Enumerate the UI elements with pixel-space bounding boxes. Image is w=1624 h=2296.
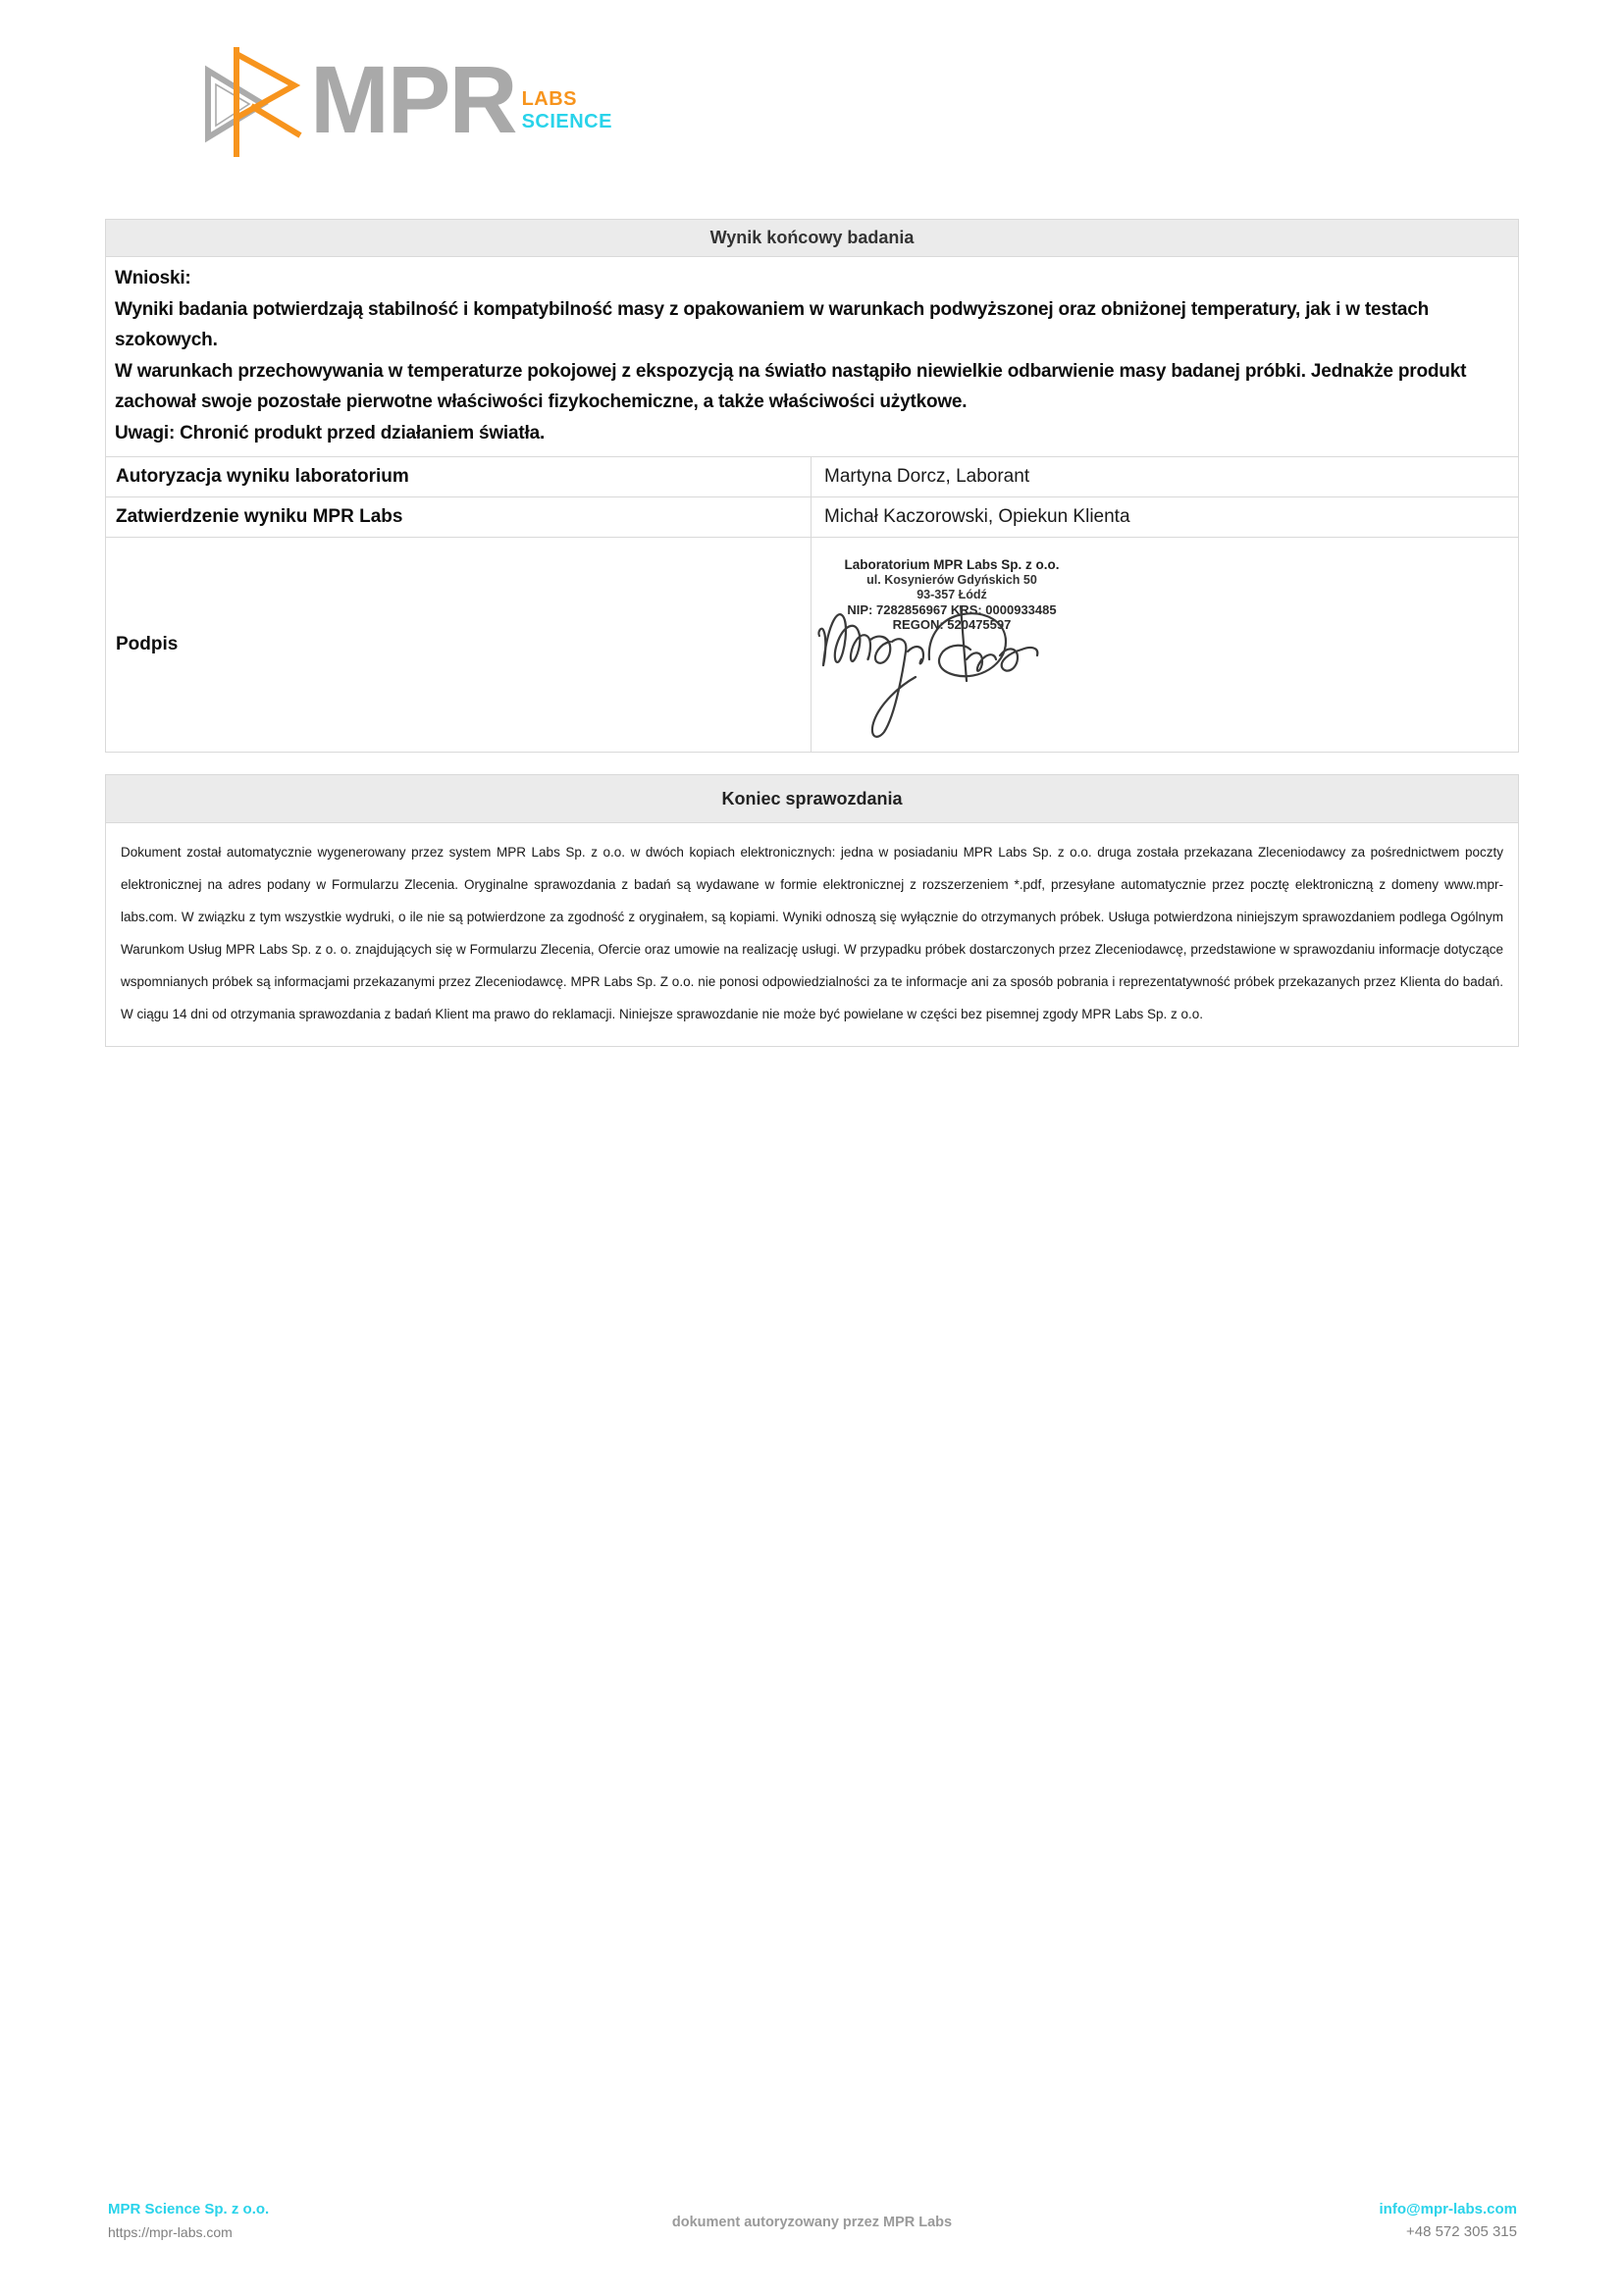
- conclusions-paragraph-2: W warunkach przechowywania w temperaturze pokojowej z ekspozycją na światło nastąpiło niewielkie odbarwienie masy badanej próbki. Jednakże produkt zachował swoje pozostałe pierwotne właściwości fizykochemiczne, a także właściwości użytkowe.: [115, 360, 1467, 412]
- stamp-street: ul. Kosynierów Gdyńskich 50: [866, 573, 1037, 587]
- conclusions-remark: Uwagi: Chronić produkt przed działaniem światła.: [115, 422, 546, 444]
- footer-right: [1380, 2201, 1517, 2240]
- handwritten-signature: [813, 597, 1059, 749]
- table-row: [106, 456, 1518, 496]
- footer-authorization-note: dokument autoryzowany przez MPR Labs: [671, 2215, 953, 2230]
- table-row: [106, 496, 1518, 537]
- footer-website-link[interactable]: https://mpr-labs.com: [108, 2224, 233, 2240]
- footer-email-link[interactable]: info@mpr-labs.com: [1379, 2201, 1517, 2218]
- end-of-report-header: Koniec sprawozdania: [106, 775, 1518, 823]
- stamp-nip-krs: NIP: 7282856967 KRS: 0000933485: [847, 602, 1057, 617]
- logo-labs-label: LABS: [521, 88, 578, 110]
- authorization-label: Autoryzacja wyniku laboratorium: [106, 457, 812, 496]
- approval-label: Zatwierdzenie wyniku MPR Labs: [106, 497, 812, 537]
- stamp-city: 93-357 Łódź: [917, 588, 987, 601]
- conclusions-paragraph-1: Wyniki badania potwierdzają stabilność i kompatybilność masy z opakowaniem w warunkach podwyższonej oraz obniżonej temperatury, jak i w testach szokowych.: [115, 298, 1430, 350]
- stamp-company-name: Laboratorium MPR Labs Sp. z o.o.: [844, 557, 1060, 572]
- stamp-regon: REGON: 520475597: [892, 617, 1012, 632]
- final-result-table: [105, 219, 1519, 753]
- logo-science-label: SCIENCE: [521, 111, 612, 132]
- company-logo: [194, 41, 612, 159]
- signature-label: Podpis: [106, 538, 812, 752]
- authorization-value: Martyna Dorcz, Laborant: [824, 466, 1030, 487]
- logo-wordmark: MPR: [310, 46, 516, 153]
- mpr-logo-icon: [194, 41, 310, 159]
- signature-row: [106, 537, 1518, 752]
- approval-value: Michał Kaczorowski, Opiekun Klienta: [824, 506, 1130, 527]
- signature-cell: [812, 538, 1518, 752]
- conclusions-label: Wnioski:: [115, 268, 191, 288]
- legal-fine-print: Dokument został automatycznie wygenerowany przez system MPR Labs Sp. z o.o. w dwóch kopiach elektronicznych: jedna w posiadaniu MPR Labs Sp. z o.o. druga została przekazana Zleceniodawcy za pośrednictwem poczty elektronicznej na adres podany w Formularzu Zlecenia. Oryginalne sprawozdania z badań są wydawane w formie elektronicznej z rozszerzeniem *.pdf, przesyłane automatycznie przez pocztę elektroniczną z domeny www.mpr-labs.com. W związku z tym wszystkie wydruki, o ile nie są potwierdzone za zgodność z oryginałem, są kopiami. Wyniki odnoszą się wyłącznie do otrzymanych próbek. Usługa potwierdzona niniejszym sprawozdaniem podlega Ogólnym Warunkom Usług MPR Labs Sp. z o. o. znajdujących się w Formularzu Zlecenia, Ofercie oraz umowie na realizację usługi. W przypadku próbek dostarczonych przez Zleceniodawcę, przedstawione w sprawozdaniu informacje dotyczące wspomnianych próbek są informacjami przekazanymi przez Zleceniodawcę. MPR Labs Sp. Z o.o. nie ponosi odpowiedzialności za te informacje ani za sposób pobrania i reprezentatywność próbek przekazanych przez Klienta do badań. W ciągu 14 dni od otrzymania sprawozdania z badań Klient ma prawo do reklamacji. Niniejsze sprawozdanie nie może być powielane w części bez pisemnej zgody MPR Labs Sp. z o.o.: [121, 845, 1503, 1021]
- footer-company-name: MPR Science Sp. z o.o.: [108, 2201, 270, 2218]
- final-result-header: Wynik końcowy badania: [106, 220, 1518, 257]
- footer-phone: +48 572 305 315: [1405, 2223, 1517, 2240]
- conclusions-block: [106, 257, 1518, 456]
- end-of-report-section: [105, 774, 1519, 1047]
